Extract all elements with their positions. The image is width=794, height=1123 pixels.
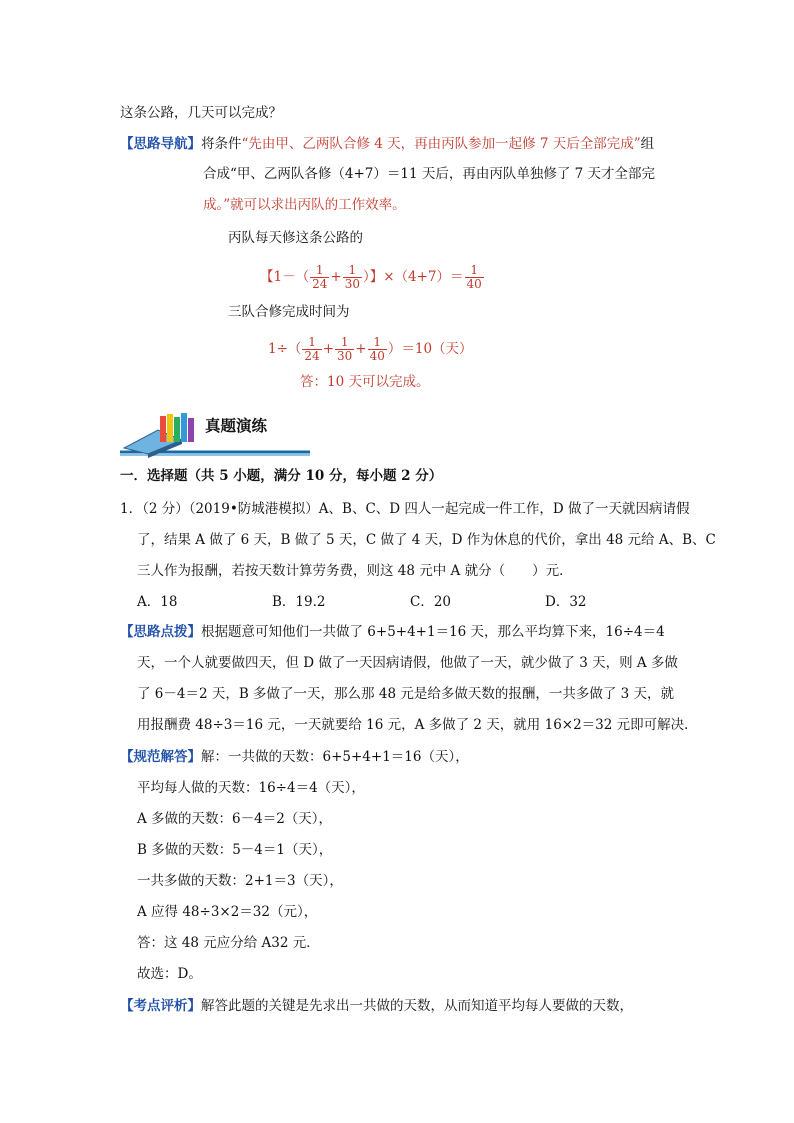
q1-option-b[interactable]: B．19.2 (272, 594, 326, 610)
fraction2-1-40: $\frac{1}{40}$ (369, 335, 385, 363)
f2-plus2: + (355, 341, 367, 357)
section-heading: 一．选择题（共 5 小题，满分 10 分，每小题 2 分） (120, 468, 443, 484)
analysis-line1 (120, 996, 633, 1016)
solution-line3: A 多做的天数：6－4＝2（天）， (137, 811, 333, 827)
solution-line1 (120, 747, 469, 767)
hint2-line2: 天，一个人就要做四天，但 D 做了一天因病请假，他做了一天，就少做了 3 天，则 A 多做 (137, 655, 678, 671)
fraction-1-24: $\frac{1}{24}$ (312, 263, 328, 291)
solution-line6: A 应得 48÷3×2＝32（元）， (137, 904, 318, 920)
solution-line7: 答：这 48 元应分给 A32 元． (137, 935, 320, 951)
hint2-line4: 用报酬费 48÷3＝16 元，一天就要给 16 元，A 多做了 2 天，就用 16×2＝32 元即可解决． (137, 717, 698, 733)
q1-line2: 了，结果 A 做了 6 天，B 做了 5 天，C 做了 4 天，D 作为休息的代价，拿出 48 元给 A、B、C (137, 532, 716, 548)
solution-line4: B 多做的天数：5－4＝1（天）， (137, 842, 333, 858)
analysis-l1: 解答此题的关键是先求出一共做的天数，从而知道平均每人要做的天数， (201, 998, 633, 1014)
hint2-l1: 根据题意可知他们一共做了 6+5+4+1＝16 天，那么平均算下来，16÷4＝4 (201, 624, 665, 640)
q1-line3: 三人作为报酬，若按天数计算劳务费，则这 48 元中 A 就分（ ）元． (137, 563, 573, 579)
f2-pre: 1÷（ (268, 341, 302, 357)
analysis-tag: 【考点评析】 (120, 998, 201, 1014)
solution-line8: 故选：D。 (137, 966, 202, 982)
calc-label2: 三队合修完成时间为 (228, 304, 350, 320)
hint1-line2: 合成“甲、乙两队各修（4+7）＝11 天后，再由丙队单独修了 7 天才全部完 (203, 166, 656, 182)
hint2-line3: 了 6－4＝2 天，B 多做了一天，那么那 48 元是给多做天数的报酬，一共多做了 3 天，就 (137, 686, 674, 702)
fraction2-1-24: $\frac{1}{24}$ (304, 335, 320, 363)
hint1-l1a: 将条件 (201, 136, 242, 152)
section-banner-title: 真题演练 (205, 417, 268, 435)
solution-tag: 【规范解答】 (120, 749, 201, 765)
q1-line1: 1．（2 分）（2019•防城港模拟）A、B、C、D 四人一起完成一件工作，D 做了一天就因病请假 (120, 501, 690, 517)
q1-option-a[interactable]: A．18 (137, 594, 178, 610)
f2-plus1: + (322, 341, 334, 357)
q1-option-d[interactable]: D．32 (545, 594, 587, 610)
calc-answer: 答：10 天可以完成。 (300, 374, 430, 390)
top-line: 这条公路，几天可以完成？ (120, 105, 282, 121)
q1-option-c[interactable]: C．20 (410, 594, 452, 610)
f1-pre: 【1－（ (260, 269, 310, 285)
fraction-1-30: $\frac{1}{30}$ (344, 263, 360, 291)
hint2-line1 (120, 622, 665, 642)
hint2-tag: 【思路点拨】 (120, 624, 201, 640)
f1-plus: + (330, 269, 342, 285)
hint1-l1c: 组 (640, 136, 655, 152)
fraction-1-40: $\frac{1}{40}$ (466, 263, 482, 291)
f2-post: ）＝10（天） (387, 341, 473, 357)
hint1-line1 (120, 134, 654, 154)
hint1-tag: 【思路导航】 (120, 136, 201, 152)
calc-formula2 (268, 334, 473, 364)
solution-line5: 一共多做的天数：2+1＝3（天）， (137, 873, 343, 889)
calc-label1: 丙队每天修这条公路的 (228, 230, 363, 246)
hint1-l1b: “先由甲、乙两队合修 4 天，再由丙队参加一起修 7 天后全部完成” (241, 136, 641, 152)
f1-post: ）】×（4+7）＝ (362, 269, 464, 285)
calc-formula1 (260, 262, 485, 292)
fraction2-1-30: $\frac{1}{30}$ (337, 335, 353, 363)
solution-l1: 解：一共做的天数：6+5+4+1＝16（天）， (201, 749, 469, 765)
solution-line2: 平均每人做的天数：16÷4＝4（天）， (137, 780, 365, 796)
hint1-line3: 成。”就可以求出丙队的工作效率。 (203, 197, 406, 213)
